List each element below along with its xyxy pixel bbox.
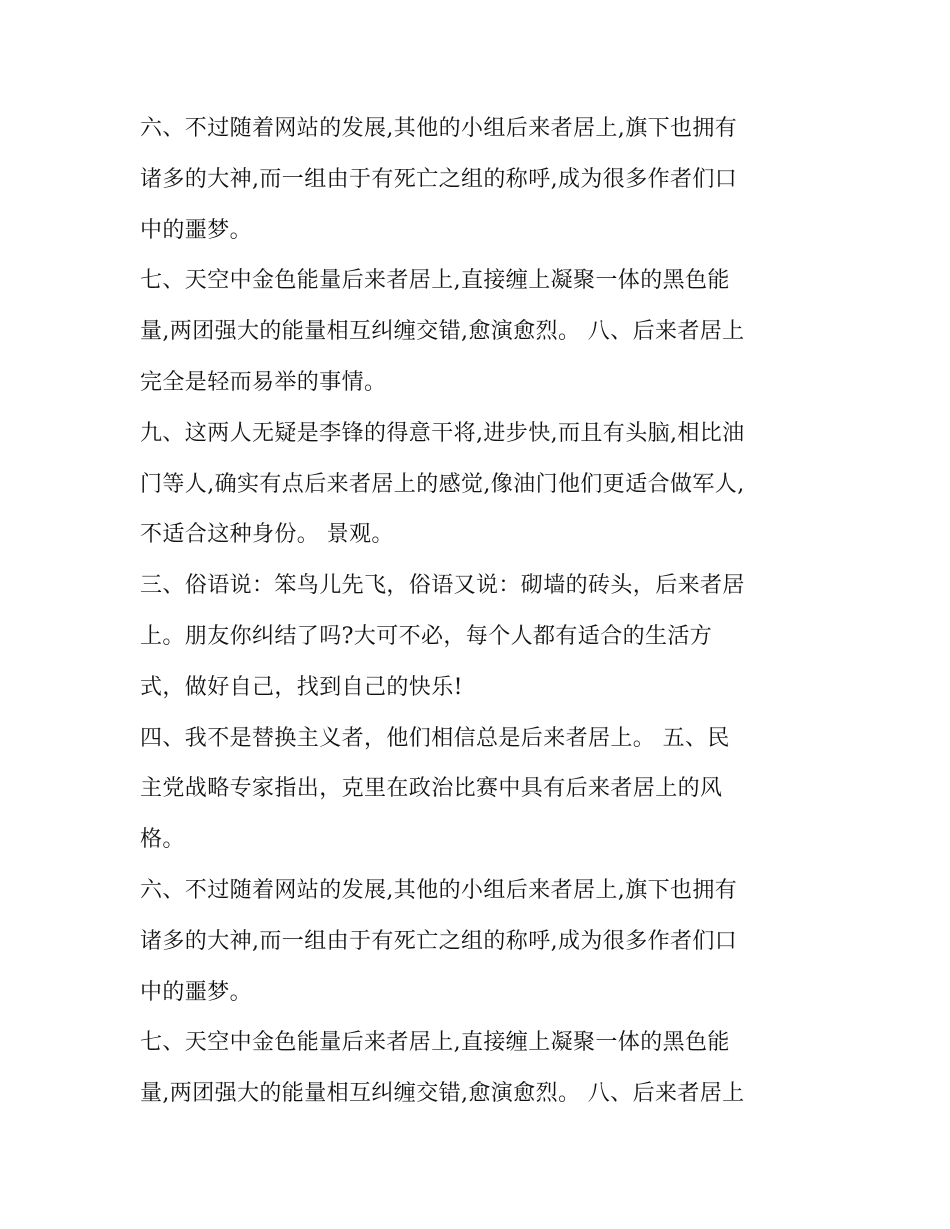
paragraph-line: 不适合这种身份。 景观。 [140,522,394,548]
paragraph-line: 六、不过随着网站的发展,其他的小组后来者居上,旗下也拥有 [140,877,738,903]
paragraph-line: 诸多的大神,而一组由于有死亡之组的称呼,成为很多作者们口 [140,928,738,954]
paragraph-line: 中的噩梦。 [140,217,253,243]
paragraph-line: 格。 [140,827,185,853]
paragraph-line: 六、不过随着网站的发展,其他的小组后来者居上,旗下也拥有 [140,116,738,141]
paragraph-line: 七、天空中金色能量后来者居上,直接缠上凝聚一体的黑色能 [140,1030,730,1056]
paragraph-line: 诸多的大神,而一组由于有死亡之组的称呼,成为很多作者们口 [140,166,738,192]
paragraph-line: 量,两团强大的能量相互纠缠交错,愈演愈烈。 八、后来者居上 [140,319,745,345]
paragraph-1 [140,104,820,256]
paragraph-line: 三、俗语说：笨鸟儿先飞，俗语又说：砌墙的砖头，后来者居 [140,573,745,599]
paragraph-line: 完全是轻而易举的事情。 [140,369,387,395]
paragraph-line: 门等人,确实有点后来者居上的感觉,像油门他们更适合做军人, [140,471,745,497]
paragraph-line: 量,两团强大的能量相互纠缠交错,愈演愈烈。 八、后来者居上 [140,1081,745,1107]
paragraph-line: 式，做好自己，找到自己的快乐! [140,674,463,700]
paragraph-6 [140,866,820,1018]
paragraph-line: 上。朋友你纠结了吗?大可不必，每个人都有适合的生活方 [140,623,713,649]
paragraph-3 [140,409,820,561]
paragraph-7 [140,1018,820,1120]
paragraph-line: 中的噩梦。 [140,979,253,1005]
paragraph-2 [140,256,820,408]
paragraph-line: 七、天空中金色能量后来者居上,直接缠上凝聚一体的黑色能 [140,268,730,294]
paragraph-line: 主党战略专家指出，克里在政治比赛中具有后来者居上的风 [140,776,723,802]
paragraph-4 [140,561,820,713]
document-body [140,104,820,1120]
paragraph-line: 九、这两人无疑是李锋的得意干将,进步快,而且有头脑,相比油 [140,420,745,446]
paragraph-line: 四、我不是替换主义者，他们相信总是后来者居上。 五、民 [140,725,730,751]
paragraph-5 [140,714,820,866]
